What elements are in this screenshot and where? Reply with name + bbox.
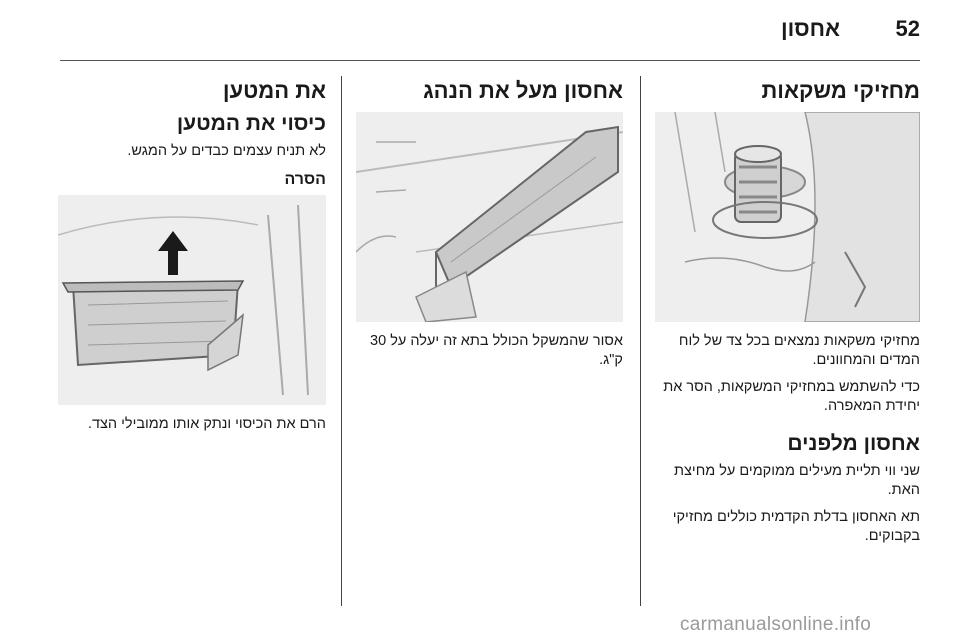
front-storage-heading: אחסון מלפנים bbox=[787, 432, 920, 455]
column-divider bbox=[640, 76, 641, 606]
removal-text: הרם את הכיסוי ונתק אותו ממובילי הצד. bbox=[87, 416, 326, 432]
overhead-storage-illustration bbox=[356, 112, 623, 322]
overhead-storage-heading: אחסון מעל את הנהג bbox=[423, 78, 623, 103]
cover-removal-illustration bbox=[58, 195, 326, 405]
column-divider bbox=[341, 76, 342, 606]
header-rule bbox=[60, 60, 920, 61]
removal-heading: הסרה bbox=[284, 171, 326, 188]
cup-holders-text-2: כדי להשתמש במחזיקי המשקאות, הסר את יחידת המאפרה. bbox=[663, 379, 920, 414]
cup-holders-heading: מחזיקי משקאות bbox=[761, 78, 920, 103]
column-overhead-storage bbox=[356, 78, 623, 378]
watermark: carmanualsonline.info bbox=[680, 614, 872, 635]
column-cup-holders bbox=[655, 78, 920, 554]
column-load-compartment bbox=[58, 78, 326, 442]
front-storage-text-1: שני ווי תליית מעילים ממוקמים על מחיצת האת. bbox=[674, 463, 920, 498]
cover-warning-text: לא תניח עצמים כבדים על המגש. bbox=[127, 143, 326, 159]
overhead-storage-text: אסור שהמשקל הכולל בתא זה יעלה על 30 ק"ג. bbox=[370, 333, 623, 368]
load-compartment-heading: את המטען bbox=[222, 78, 326, 103]
page-number: 52 bbox=[895, 16, 920, 41]
front-storage-text-2: תא האחסון בדלת הקדמית כוללים מחזיקי בקבוקים. bbox=[672, 509, 920, 544]
cup-holder-illustration bbox=[655, 112, 920, 322]
cup-holders-text-1: מחזיקי משקאות נמצאים בכל צד של לוח המדים והמחוונים. bbox=[678, 333, 920, 368]
section-title: אחסון bbox=[780, 16, 840, 41]
cover-heading: כיסוי את המטען bbox=[176, 112, 326, 135]
